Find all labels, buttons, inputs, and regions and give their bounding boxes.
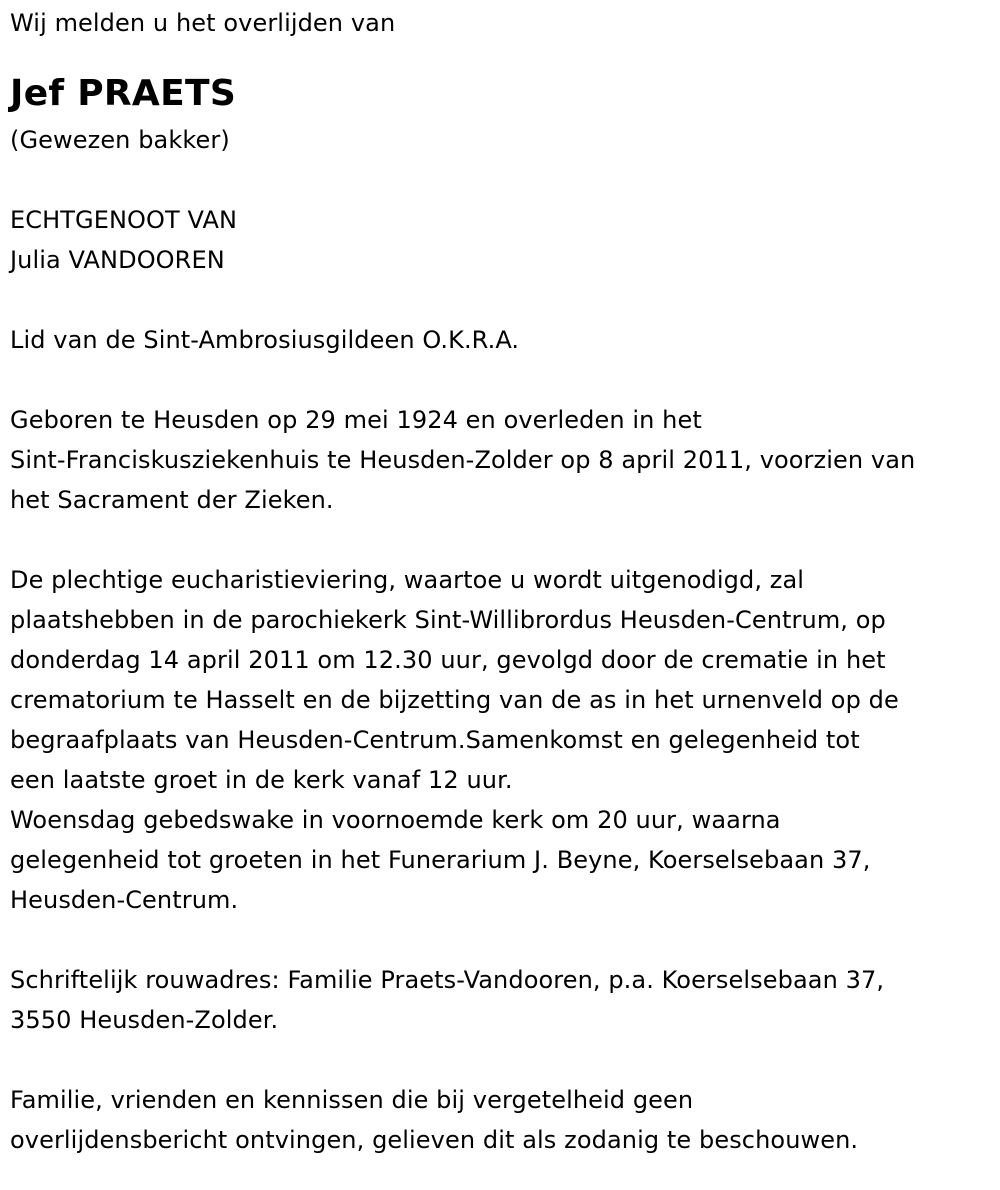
address-paragraph [10,960,995,1040]
spacer [10,1040,995,1080]
deceased-name: Jef PRAETS [10,73,237,114]
closing-paragraph [10,1080,995,1160]
paragraph-line: 3550 Heusden-Zolder. [10,1006,279,1034]
membership-text: Lid van de Sint-Ambrosiusgildeen O.K.R.A. [10,326,520,354]
intro-text: Wij melden u het overlijden van [10,9,396,37]
ceremony-paragraph [10,560,995,920]
paragraph-line: Woensdag gebedswake in voornoemde kerk om 20 uur, waarna [10,806,781,834]
obituary-notice [10,3,995,1160]
paragraph-line: het Sacrament der Zieken. [10,486,334,514]
spacer [10,160,995,200]
paragraph-line: begraafplaats van Heusden-Centrum.Samenkomst en gelegenheid tot [10,726,860,754]
spacer [10,280,995,320]
paragraph-line: crematorium te Hasselt en de bijzetting van de as in het urnenveld op de [10,686,899,714]
paragraph-line: overlijdensbericht ontvingen, gelieven dit als zodanig te beschouwen. [10,1126,859,1154]
paragraph-line: Sint-Franciskusziekenhuis te Heusden-Zolder op 8 april 2011, voorzien van [10,446,916,474]
paragraph-line: gelegenheid tot groeten in het Funerarium J. Beyne, Koerselsebaan 37, [10,846,871,874]
paragraph-line: Schriftelijk rouwadres: Familie Praets-Vandooren, p.a. Koerselsebaan 37, [10,966,885,994]
paragraph-line: een laatste groet in de kerk vanaf 12 uur. [10,766,513,794]
paragraph-line: plaatshebben in de parochiekerk Sint-Willibrordus Heusden-Centrum, op [10,606,886,634]
spouse-name: Julia VANDOOREN [10,246,225,274]
paragraph-line: Heusden-Centrum. [10,886,239,914]
spacer [10,520,995,560]
paragraph-line: donderdag 14 april 2011 om 12.30 uur, gevolgd door de crematie in het [10,646,886,674]
spacer [10,920,995,960]
paragraph-line: De plechtige eucharistieviering, waartoe u wordt uitgenodigd, zal [10,566,805,594]
paragraph-line: Geboren te Heusden op 29 mei 1924 en overleden in het [10,406,702,434]
spacer [10,360,995,400]
birth-death-paragraph [10,400,995,520]
paragraph-line: Familie, vrienden en kennissen die bij vergetelheid geen [10,1086,694,1114]
spouse-relation: ECHTGENOOT VAN [10,206,238,234]
deceased-occupation: (Gewezen bakker) [10,126,230,154]
